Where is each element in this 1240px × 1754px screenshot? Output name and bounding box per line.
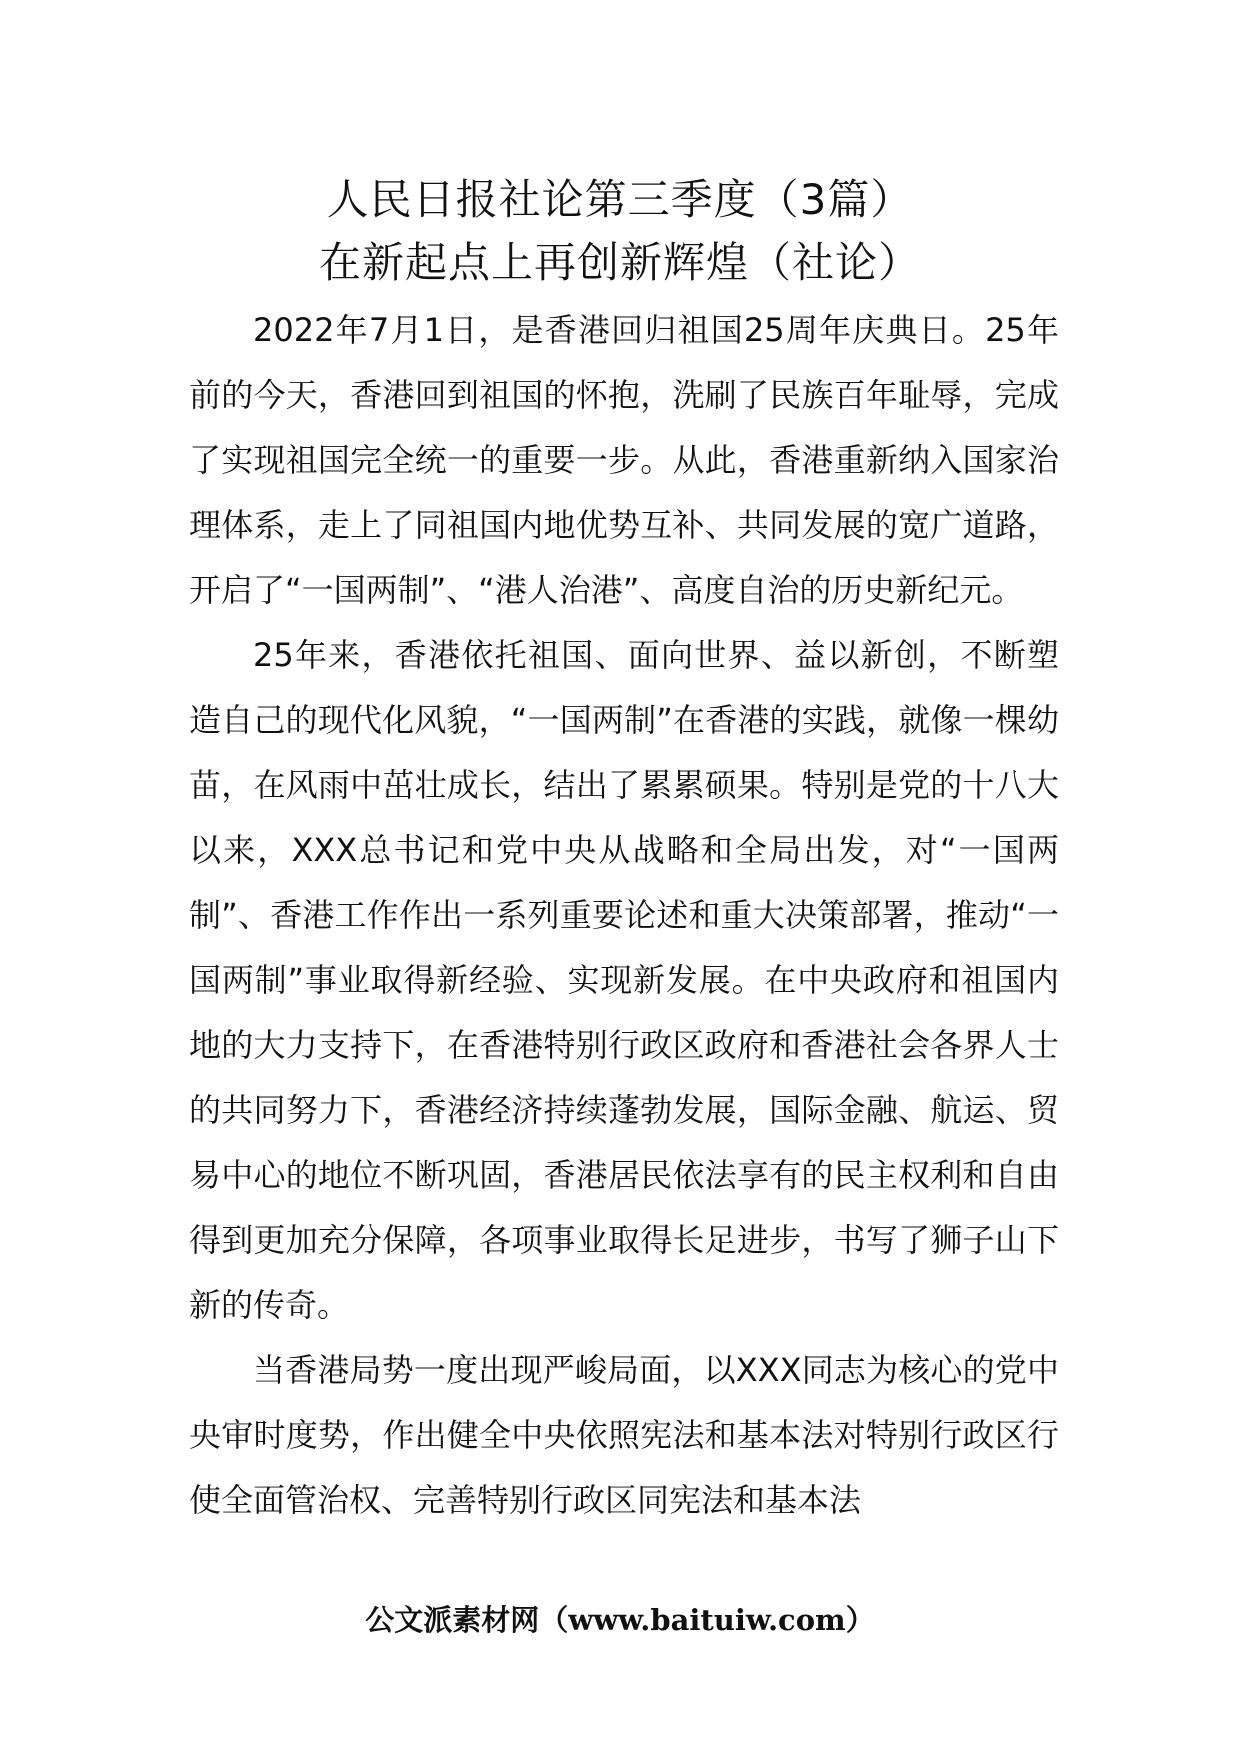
paragraph-2: 25年来，香港依托祖国、面向世界、益以新创，不断塑造自己的现代化风貌，“一国两制”在香港的实践，就像一棵幼苗，在风雨中茁壮成长，结出了累累硕果。特别是党的十八大以来，XXX总书记和党中央从战略和全局出发，对“一国两制”、香港工作作出一系列重要论述和重大决策部署，推动“一国两制”事业取得新经验、实现新发展。在中央政府和祖国内地的大力支持下，在香港特别行政区政府和香港社会各界人士的共同努力下，香港经济持续蓬勃发展，国际金融、航运、贸易中心的地位不断巩固，香港居民依法享有的民主权利和自由得到更加充分保障，各项事业取得长足进步，书写了狮子山下新的传奇。 [189,636,1059,1324]
article-title: 在新起点上再创新辉煌（社论） [318,238,921,287]
paragraph-3: 当香港局势一度出现严峻局面，以XXX同志为核心的党中央审时度势，作出健全中央依照宪法和基本法对特别行政区行使全面管治权、完善特别行政区同宪法和基本法 [189,1351,1059,1519]
document-title: 人民日报社论第三季度（3篇） [326,175,914,224]
footer-watermark: 公文派素材网（www.baituiw.com） [365,1603,875,1637]
article-body [189,298,1059,1533]
paragraph-1: 2022年7月1日，是香港回归祖国25周年庆典日。25年前的今天，香港回到祖国的怀抱，洗刷了民族百年耻辱，完成了实现祖国完全统一的重要一步。从此，香港重新纳入国家治理体系，走上了同祖国内地优势互补、共同发展的宽广道路，开启了“一国两制”、“港人治港”、高度自治的历史新纪元。 [189,311,1059,609]
